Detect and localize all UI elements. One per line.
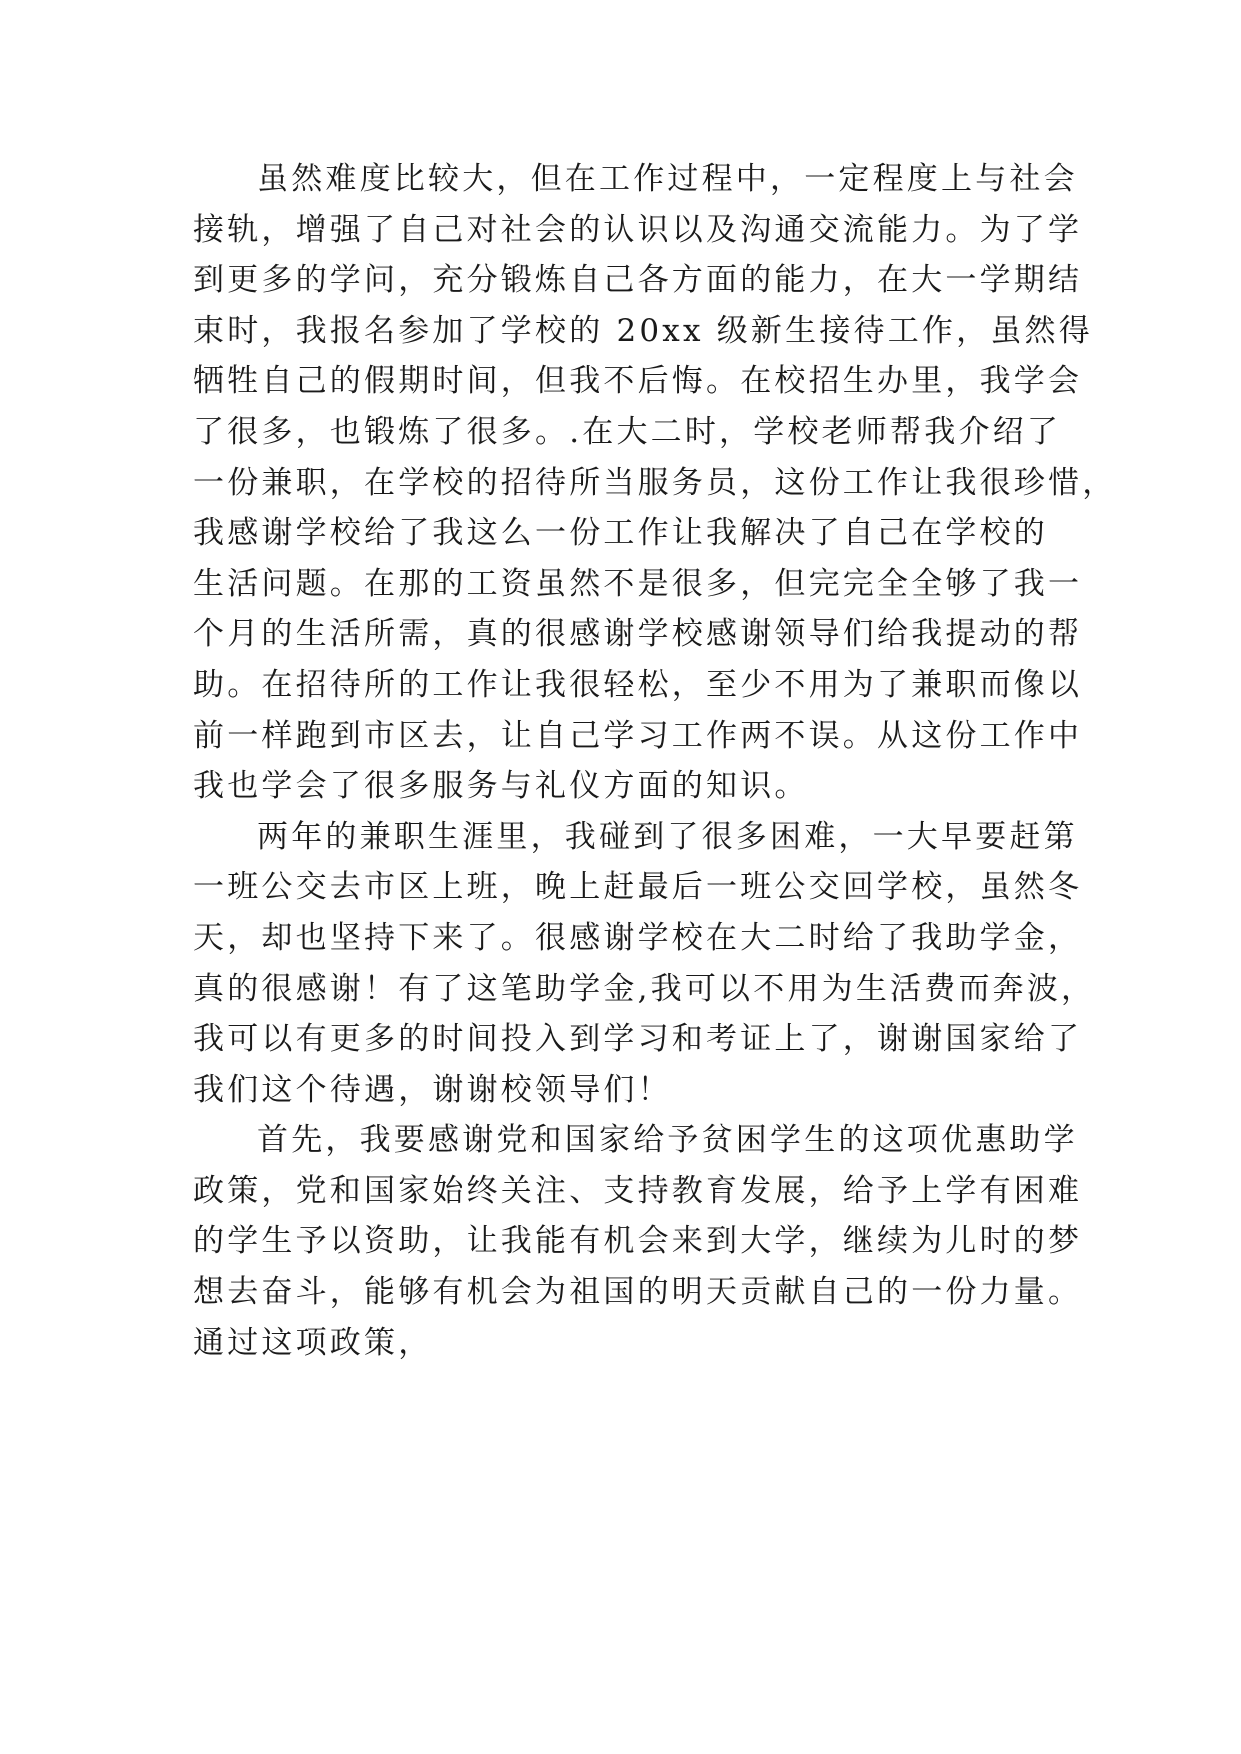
text-line: 政策，党和国家始终关注、支持教育发展，给予上学有困难 [193,1172,1083,1209]
text-line: 真的很感谢！有了这笔助学金,我可以不用为生活费而奔波， [193,970,1096,1007]
text-line: 一班公交去市区上班，晚上赶最后一班公交回学校，虽然冬 [193,869,1083,906]
text-line: 的学生予以资助，让我能有机会来到大学，继续为儿时的梦 [193,1223,1083,1260]
paragraph-1 [193,154,1117,812]
text-line: 想去奋斗，能够有机会为祖国的明天贡献自己的一份力量。 [193,1274,1083,1311]
text-line: 我感谢学校给了我这么一份工作让我解决了自己在学校的 [193,515,1048,552]
text-line: 个月的生活所需，真的很感谢学校感谢领导们给我提动的帮 [193,616,1083,653]
text-line: 我们这个待遇，谢谢校领导们！ [193,1071,672,1108]
text-line: 两年的兼职生涯里，我碰到了很多困难，一大早要赶第 [257,818,1078,855]
text-line: 通过这项政策， [193,1324,433,1361]
text-line: 天，却也坚持下来了。很感谢学校在大二时给了我助学金， [193,919,1083,956]
text-line: 牺牲自己的假期时间，但我不后悔。在校招生办里，我学会 [193,363,1083,400]
text-line: 到更多的学问，充分锻炼自己各方面的能力，在大一学期结 [193,262,1083,299]
text-line: 我也学会了很多服务与礼仪方面的知识。 [193,768,809,805]
text-line: 了很多，也锻炼了很多。.在大二时，学校老师帮我介绍了 [193,413,1062,450]
text-line: 虽然难度比较大，但在工作过程中，一定程度上与社会 [257,161,1078,197]
paragraph-2 [193,812,1096,1116]
text-line: 前一样跑到市区去，让自己学习工作两不误。从这份工作中 [193,717,1083,754]
text-line: 束时，我报名参加了学校的 20xx 级新生接待工作，虽然得 [193,312,1093,349]
text-line: 接轨，增强了自己对社会的认识以及沟通交流能力。为了学 [193,211,1083,248]
text-line: 首先，我要感谢党和国家给予贫困学生的这项优惠助学 [257,1122,1078,1159]
document-body [193,154,1117,1368]
text-line: 一份兼职，在学校的招待所当服务员，这份工作让我很珍惜， [193,464,1117,501]
text-line: 生活问题。在那的工资虽然不是很多，但完完全全够了我一 [193,565,1083,602]
paragraph-3 [193,1115,1093,1368]
text-line: 助。在招待所的工作让我很轻松，至少不用为了兼职而像以 [193,666,1083,703]
text-line: 我可以有更多的时间投入到学习和考证上了，谢谢国家给了 [193,1021,1083,1058]
